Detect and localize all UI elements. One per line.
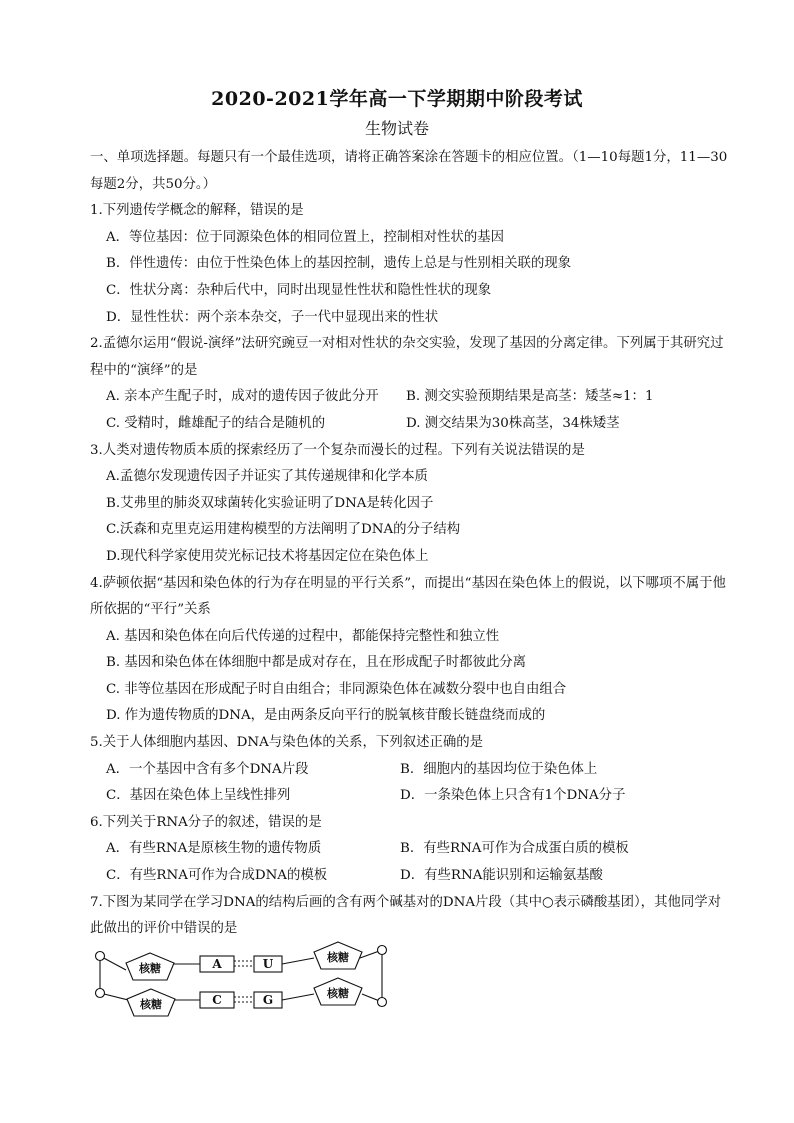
base-label-c: C bbox=[212, 993, 222, 1007]
sugar-label-3: 核糖 bbox=[140, 998, 162, 1011]
question-2-option-a: A. 亲本产生配子时，成对的遗传因子彼此分开 bbox=[106, 389, 379, 405]
question-3-option-a: A.孟德尔发现遗传因子并证实了其传递规律和化学本质 bbox=[106, 469, 428, 485]
question-5-option-c: C．基因在染色体上呈线性排列 bbox=[106, 788, 291, 804]
question-3-option-b: B.艾弗里的肺炎双球菌转化实验证明了DNA是转化因子 bbox=[106, 495, 434, 511]
question-6-option-c: C．有些RNA可作为合成DNA的模板 bbox=[106, 868, 328, 884]
question-2-options-row-2 bbox=[90, 411, 730, 438]
phosphate-circle-4 bbox=[378, 998, 387, 1007]
phosphate-circle-3 bbox=[378, 946, 387, 955]
question-1-option-c: C．性状分离：杂种后代中，同时出现显性性状和隐性性状的现象 bbox=[106, 282, 492, 298]
question-5-option-b: B．细胞内的基因均位于染色体上 bbox=[400, 761, 598, 777]
base-sugar-link-2 bbox=[282, 994, 314, 1000]
base-sugar-link-1 bbox=[282, 958, 314, 964]
question-6-option-d: D．有些RNA能识别和运输氨基酸 bbox=[400, 868, 603, 884]
phosphate-circle-1 bbox=[96, 952, 105, 961]
question-7-stem: 7.下图为某同学在学习DNA的结构后画的含有两个碱基对的DNA片段（其中○表示磷酸基团），其他同学对此做出的评价中错误的是 bbox=[90, 894, 722, 937]
question-1-option-d: D．显性性状：两个亲本杂交，子一代中显现出来的性状 bbox=[106, 309, 439, 325]
question-3-option-c: C.沃森和克里克运用建构模型的方法阐明了DNA的分子结构 bbox=[106, 522, 461, 538]
question-4-option-d: D. 作为遗传物质的DNA，是由两条反向平行的脱氧核苷酸长链盘绕而成的 bbox=[106, 708, 546, 724]
phosphate-circle-2 bbox=[96, 989, 105, 998]
question-2-stem: 2.孟德尔运用“假说-演绎”法研究豌豆一对相对性状的杂交实验，发现了基因的分离定律。下列属于其研究过程中的“演绎”的是 bbox=[90, 336, 724, 378]
question-6-option-b: B．有些RNA可作为合成蛋白质的模板 bbox=[400, 841, 629, 857]
base-label-g: G bbox=[262, 993, 274, 1007]
question-6-options-row-1 bbox=[90, 836, 730, 863]
question-5-options-row-1 bbox=[90, 757, 730, 784]
sugar-label-2: 核糖 bbox=[327, 951, 349, 964]
question-2-option-c: C. 受精时，雌雄配子的结合是随机的 bbox=[106, 415, 326, 431]
question-1-option-b: B．伴性遗传：由位于性染色体上的基因控制，遗传上总是与性别相关联的现象 bbox=[106, 256, 572, 272]
question-6-options-row-2 bbox=[90, 863, 730, 890]
exam-content bbox=[90, 145, 730, 943]
base-label-a: A bbox=[212, 957, 222, 971]
sugar-label-1: 核糖 bbox=[139, 962, 161, 975]
base-label-u: U bbox=[262, 957, 274, 971]
section-instructions: 一、单项选择题。每题只有一个最佳选项，请将正确答案涂在答题卡的相应位置。（1—10每题1分，11—30每题2分，共50分。） bbox=[90, 150, 728, 192]
question-5-stem: 5.关于人体细胞内基因、DNA与染色体的关系，下列叙述正确的是 bbox=[90, 735, 484, 751]
question-4-option-c: C. 非等位基因在形成配子时自由组合；非同源染色体在减数分裂中也自由组合 bbox=[106, 681, 567, 697]
question-6-option-a: A．有些RNA是原核生物的遗传物质 bbox=[106, 841, 322, 857]
question-3-stem: 3.人类对遗传物质本质的探索经历了一个复杂而漫长的过程。下列有关说法错误的是 bbox=[90, 442, 585, 458]
sugar-label-4: 核糖 bbox=[327, 987, 349, 1000]
question-1-option-a: A．等位基因：位于同源染色体的相同位置上，控制相对性状的基因 bbox=[106, 229, 504, 245]
question-4-option-b: B. 基因和染色体在体细胞中都是成对存在，且在形成配子时都彼此分离 bbox=[106, 655, 527, 671]
question-5-option-d: D．一条染色体上只含有1个DNA分子 bbox=[400, 788, 626, 804]
question-1-stem: 1.下列遗传学概念的解释，错误的是 bbox=[90, 203, 304, 219]
page-subtitle: 生物试卷 bbox=[364, 119, 429, 138]
question-2-options-row-1 bbox=[90, 384, 730, 411]
question-5-option-a: A．一个基因中含有多个DNA片段 bbox=[106, 761, 309, 777]
question-5-options-row-2 bbox=[90, 783, 730, 810]
question-2-option-b: B. 测交实验预期结果是高茎：矮茎≈1：1 bbox=[406, 389, 654, 405]
question-4-stem: 4.萨顿依据“基因和染色体的行为存在明显的平行关系”，而提出“基因在染色体上的假说，以下哪项不属于他所依据的“平行”关系 bbox=[90, 575, 726, 618]
question-3-option-d: D.现代科学家使用荧光标记技术将基因定位在染色体上 bbox=[106, 548, 429, 564]
page-title: 2020-2021学年高一下学期期中阶段考试 bbox=[211, 88, 583, 110]
question-6-stem: 6.下列关于RNA分子的叙述，错误的是 bbox=[90, 814, 322, 830]
question-2-option-d: D. 测交结果为30株高茎，34株矮茎 bbox=[406, 415, 620, 431]
question-4-option-a: A. 基因和染色体在向后代传递的过程中，都能保持完整性和独立性 bbox=[106, 628, 500, 644]
dna-fragment-diagram bbox=[92, 936, 392, 1018]
